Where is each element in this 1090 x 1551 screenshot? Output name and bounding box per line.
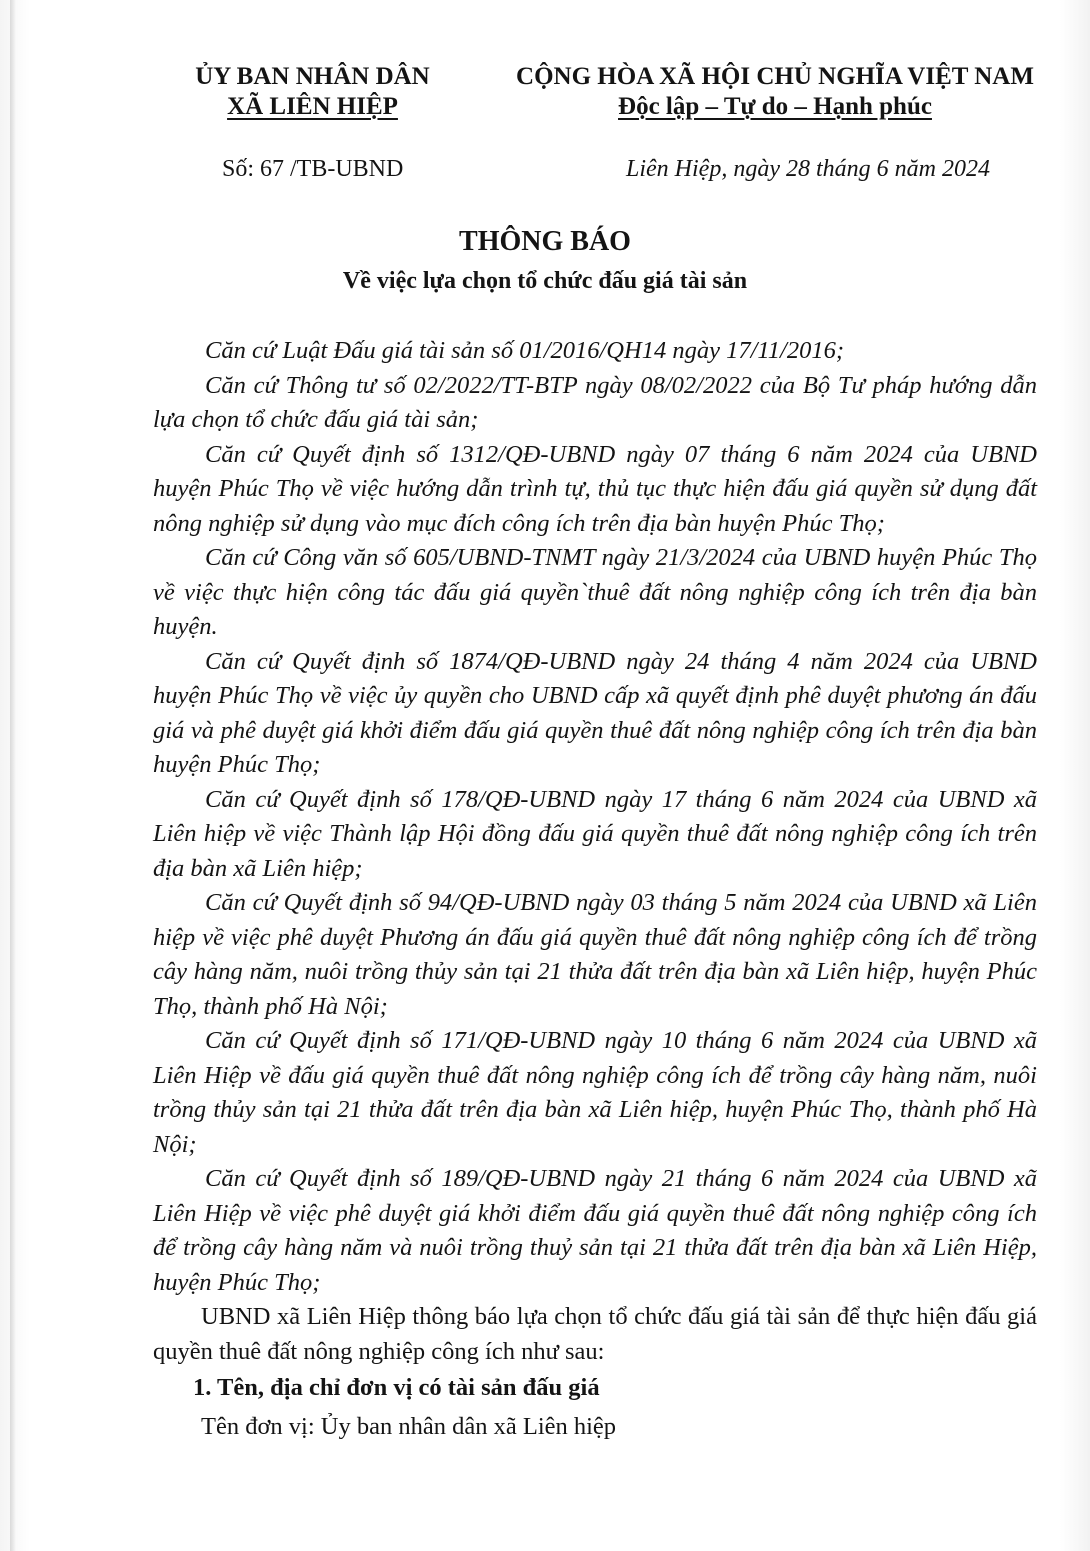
legal-basis-paragraph: Căn cứ Công văn số 605/UBND-TNMT ngày 21/3/2024 của UBND huyện Phúc Thọ về việc thực hiện công tác đấu giá quyền`thuê đất nông nghiệp công ích trên địa bàn huyện.	[153, 544, 1037, 640]
nation-line-1: CỘNG HÒA XÃ HỘI CHỦ NGHĨA VIỆT NAM	[516, 63, 1034, 90]
legal-basis-paragraph: Căn cứ Luật Đấu giá tài sản số 01/2016/QH14 ngày 17/11/2016;	[205, 337, 845, 364]
legal-basis-paragraph: Căn cứ Quyết định số 1312/QĐ-UBND ngày 07 tháng 6 năm 2024 của UBND huyện Phúc Thọ về việc hướng dẫn trình tự, thủ tục thực hiện đấu giá quyền sử dụng đất nông nghiệp sử dụng vào mục đích công ích trên địa bàn huyện Phúc Thọ;	[153, 440, 1037, 537]
intro-paragraph: UBND xã Liên Hiệp thông báo lựa chọn tổ chức đấu giá tài sản để thực hiện đấu giá quyền thuê đất nông nghiệp công ích như sau:	[153, 1303, 1037, 1365]
document-title: THÔNG BÁO	[459, 226, 631, 257]
legal-basis-paragraph: Căn cứ Quyết định số 171/QĐ-UBND ngày 10 tháng 6 năm 2024 của UBND xã Liên Hiệp về đấu giá quyền thuê đất nông nghiệp công ích để trồng cây hàng năm, nuôi trồng thủy sản tại 21 thửa đất trên địa bàn xã Liên hiệp, huyện Phúc Thọ, thành phố Hà Nội;	[153, 1027, 1037, 1158]
legal-basis-paragraph: Căn cứ Thông tư số 02/2022/TT-BTP ngày 08/02/2022 của Bộ Tư pháp hướng dẫn lựa chọn tổ chức đấu giá tài sản;	[153, 371, 1037, 433]
legal-basis-paragraph: Căn cứ Quyết định số 189/QĐ-UBND ngày 21 tháng 6 năm 2024 của UBND xã Liên Hiệp về việc phê duyệt giá khởi điểm đấu giá quyền thuê đất nông nghiệp công ích để trồng cây hàng năm và nuôi trồng thuỷ sản tại 21 thửa đất trên địa bàn xã Liên Hiệp, huyện Phúc Thọ;	[153, 1165, 1037, 1296]
agency-line-1: ỦY BAN NHÂN DÂN	[195, 63, 430, 90]
nation-line-2: Độc lập – Tự do – Hạnh phúc	[618, 93, 932, 120]
legal-basis-paragraph: Căn cứ Quyết định số 178/QĐ-UBND ngày 17 tháng 6 năm 2024 của UBND xã Liên hiệp về việc Thành lập Hội đồng đấu giá quyền thuê đất nông nghiệp công ích trên địa bàn xã Liên hiệp;	[153, 785, 1037, 882]
document-number: Số: 67 /TB-UBND	[222, 156, 404, 182]
legal-basis-paragraph: Căn cứ Quyết định số 1874/QĐ-UBND ngày 24 tháng 4 năm 2024 của UBND huyện Phúc Thọ về việc ủy quyền cho UBND cấp xã quyết định phê duyệt phương án đấu giá và phê duyệt giá khởi điểm đấu giá quyền thuê đất nông nghiệp công ích trên địa bàn huyện Phúc Thọ;	[153, 647, 1037, 778]
national-motto	[495, 62, 1055, 122]
issuing-agency	[170, 62, 455, 122]
legal-basis-paragraph: Căn cứ Quyết định số 94/QĐ-UBND ngày 03 tháng 5 năm 2024 của UBND xã Liên hiệp về việc phê duyệt Phương án đấu giá quyền thuê đất nông nghiệp công ích để trồng cây hàng năm, nuôi trồng thủy sản tại 21 thửa đất trên địa bàn xã Liên hiệp, huyện Phúc Thọ, thành phố Hà Nội;	[153, 889, 1037, 1020]
place-and-date: Liên Hiệp, ngày 28 tháng 6 năm 2024	[626, 156, 990, 182]
agency-line-2: XÃ LIÊN HIỆP	[227, 93, 398, 120]
document-subtitle: Về việc lựa chọn tổ chức đấu giá tài sản	[342, 268, 748, 294]
unit-name-line: Tên đơn vị: Ủy ban nhân dân xã Liên hiệp	[201, 1412, 617, 1440]
section-1-heading: 1. Tên, địa chỉ đơn vị có tài sản đấu giá	[193, 1374, 600, 1401]
document-body	[153, 334, 1037, 1444]
